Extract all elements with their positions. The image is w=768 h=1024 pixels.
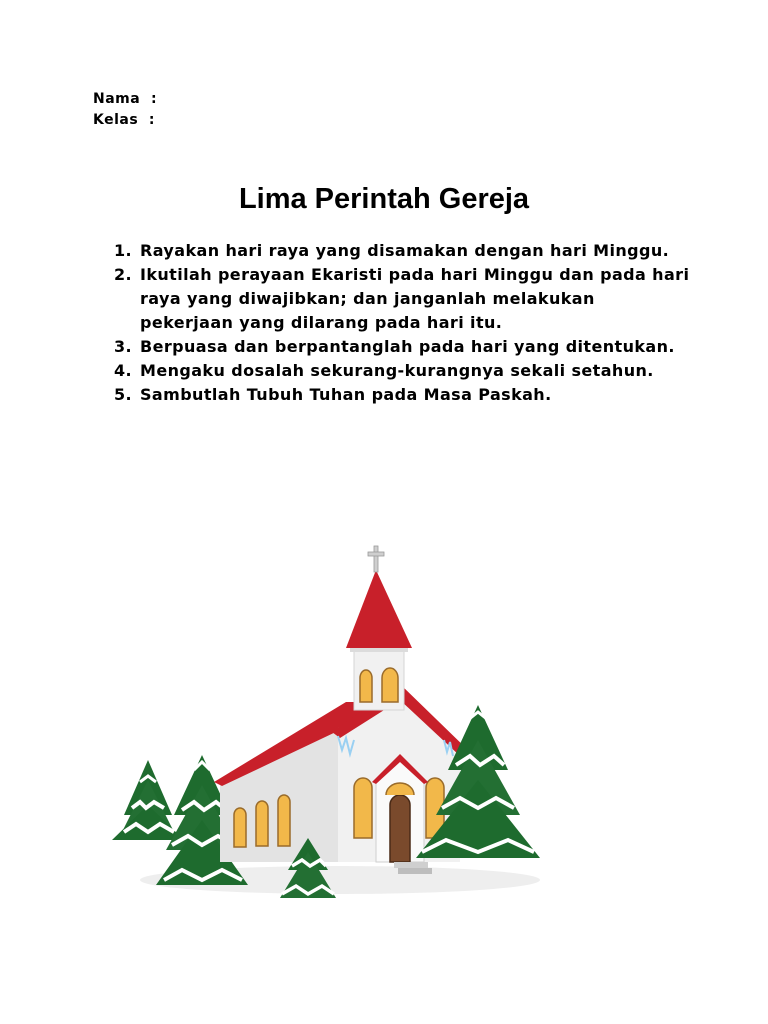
list-text: Sambutlah Tubuh Tuhan pada Masa Paskah. bbox=[140, 385, 552, 404]
door-icon bbox=[390, 795, 410, 862]
list-item bbox=[114, 263, 694, 335]
cross-icon bbox=[368, 546, 384, 572]
list-text: Berpuasa dan berpantanglah pada hari yang ditentukan. bbox=[140, 337, 675, 356]
list-number: 1. bbox=[114, 241, 133, 260]
list-number: 4. bbox=[114, 361, 133, 380]
list-text: Ikutilah perayaan Ekaristi pada hari Minggu dan pada hari raya yang diwajibkan; dan janganlah melakukan pekerjaan yang dilarang pada hari itu. bbox=[140, 265, 690, 332]
list-item bbox=[114, 359, 694, 383]
list-number: 5. bbox=[114, 385, 133, 404]
list-item bbox=[114, 239, 694, 263]
list-item bbox=[114, 335, 694, 359]
list-number: 2. bbox=[114, 265, 133, 284]
church-illustration bbox=[110, 540, 550, 910]
steeple-roof bbox=[346, 570, 412, 648]
list-item bbox=[114, 383, 694, 407]
page-title: Lima Perintah Gereja bbox=[238, 183, 530, 215]
rules-list bbox=[114, 239, 694, 407]
list-text: Rayakan hari raya yang disamakan dengan hari Minggu. bbox=[140, 241, 670, 260]
student-info bbox=[93, 89, 157, 131]
name-field-label: Nama : bbox=[93, 91, 158, 107]
list-number: 3. bbox=[114, 337, 133, 356]
list-text: Mengaku dosalah sekurang-kurangnya sekali setahun. bbox=[140, 361, 654, 380]
pine-tree-icon bbox=[112, 760, 184, 840]
class-field-label: Kelas : bbox=[93, 112, 156, 128]
